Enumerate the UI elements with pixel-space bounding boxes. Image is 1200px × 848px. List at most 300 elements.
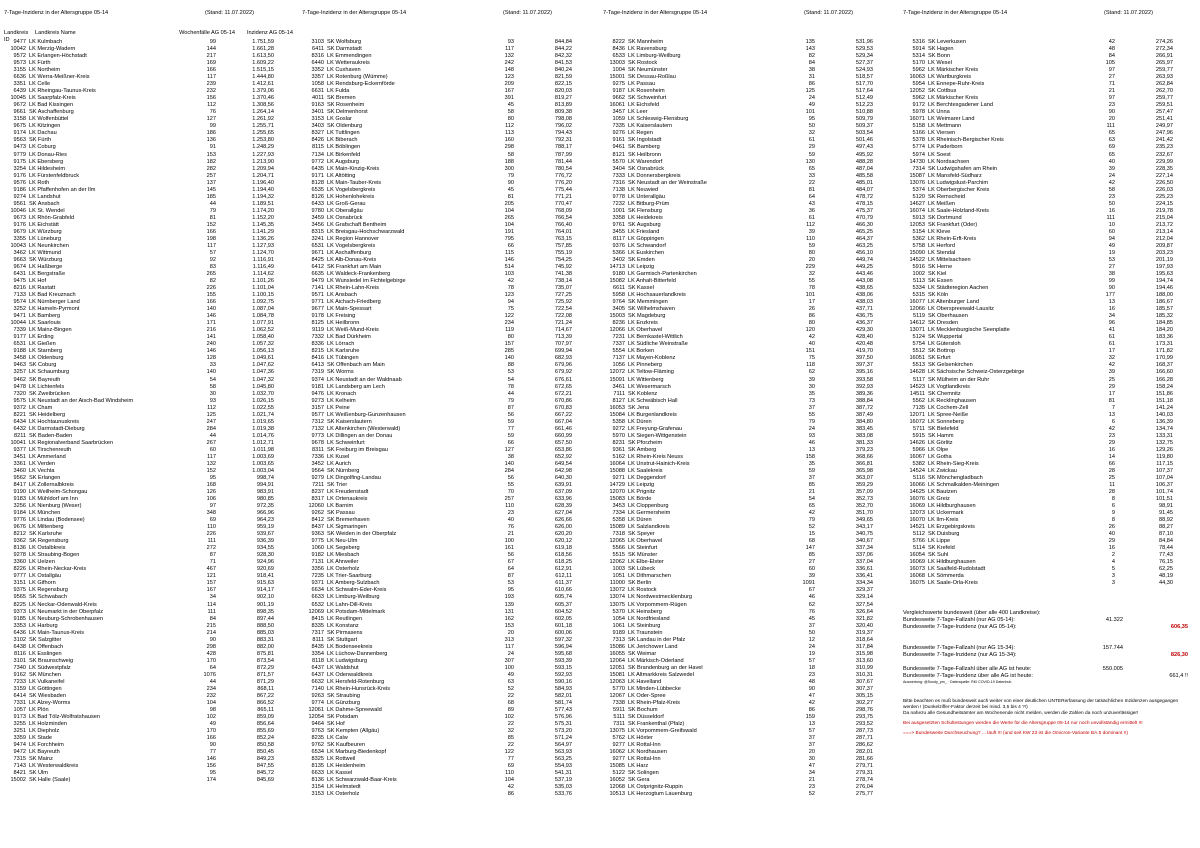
table-cell: SK Oberhausen — [928, 313, 968, 320]
table-cell: 563,25 — [554, 756, 572, 763]
table-cell: 281,66 — [855, 756, 873, 763]
summary-value: 826,30 — [1170, 652, 1188, 658]
table-cell: 9572 — [13, 53, 26, 60]
table-cell: 3462 — [13, 249, 26, 256]
table-cell: LK Ludwigslust-Parchim — [928, 179, 989, 186]
table-cell: LK Dachau — [29, 130, 57, 137]
table-cell: LK Ebersberg — [29, 158, 64, 165]
table-cell: 9182 — [311, 552, 324, 559]
table-cell: 65 — [808, 165, 815, 172]
table-cell: 42 — [1108, 179, 1115, 186]
table-row — [603, 412, 893, 419]
table-cell: 91,45 — [1159, 510, 1173, 517]
table-row — [603, 362, 893, 369]
table-cell: 2 — [1111, 552, 1115, 559]
table-cell: 184,20 — [1155, 327, 1173, 334]
table-cell: LK Germersheim — [628, 510, 671, 517]
table-cell: 3460 — [13, 467, 26, 474]
table-row — [903, 88, 1193, 95]
table-cell: 27 — [1108, 74, 1115, 81]
table-row — [302, 208, 592, 215]
table-cell: 94 — [1108, 235, 1115, 242]
table-cell: 8317 — [311, 496, 324, 503]
table-cell: 722,08 — [554, 313, 572, 320]
table-cell: 120 — [805, 327, 815, 334]
table-cell: 6633 — [311, 594, 324, 601]
table-cell: LK Pfaffenhofen an der Ilm — [29, 186, 96, 193]
table-cell: 13072 — [609, 587, 625, 594]
table-cell: 3153 — [311, 791, 324, 798]
table-cell: 12073 — [909, 510, 925, 517]
table-cell: 15087 — [909, 172, 925, 179]
table-cell: 9471 — [13, 313, 26, 320]
table-cell: 27 — [808, 559, 815, 566]
table-cell: 71 — [209, 559, 216, 566]
table-cell: LK Marburg-Biedenkopf — [327, 749, 387, 756]
table-cell: LK Donnersbergkreis — [628, 172, 681, 179]
table-cell: 21 — [1108, 88, 1115, 95]
table-cell: 809,38 — [554, 109, 572, 116]
table-cell: LK Nordwestmecklenburg — [628, 594, 693, 601]
table-cell: SK Wilhelmshaven — [628, 306, 675, 313]
table-cell: LK Bad Tölz-Wolfratshausen — [29, 714, 100, 720]
table-cell: 153 — [504, 622, 514, 629]
table-cell: LK Rhön-Grabfeld — [29, 214, 75, 221]
table-cell: 7319 — [311, 369, 324, 376]
table-cell: LK Tirschenreuth — [29, 446, 72, 453]
table-cell: 12062 — [609, 559, 625, 566]
table-cell: 79 — [808, 418, 815, 425]
table-cell: 438,65 — [855, 285, 873, 292]
table-cell: 95 — [507, 587, 514, 594]
table-cell: 126 — [206, 489, 216, 495]
table-cell: 95 — [209, 770, 216, 777]
table-row — [302, 461, 592, 468]
table-cell: 133,31 — [1155, 432, 1173, 439]
table-cell: 3352 — [311, 67, 324, 74]
table-cell: 3153 — [311, 116, 324, 123]
table-cell: LK Unna — [928, 109, 950, 116]
table-cell: 17 — [1108, 348, 1115, 355]
table-cell: 7338 — [612, 699, 625, 706]
table-cell: 16067 — [909, 453, 925, 460]
table-cell: 5370 — [612, 608, 625, 615]
table-cell: 215 — [206, 622, 216, 629]
table-cell: LK Neuwied — [628, 186, 659, 193]
table-cell: 24 — [808, 643, 815, 650]
table-cell: 15090 — [909, 249, 925, 256]
table-row — [903, 341, 1193, 348]
table-cell: 25 — [1108, 376, 1115, 383]
table-row — [903, 545, 1193, 552]
table-cell: 844,84 — [554, 39, 572, 45]
summary-label: Bundesweite 7-Tage-Fallzahl (nur AG 05-14): — [903, 617, 1015, 623]
table-cell: 1.022,55 — [252, 404, 274, 411]
table-cell: 3101 — [13, 657, 26, 664]
table-cell: LK Dahme-Spreewald — [327, 706, 382, 713]
table-row — [903, 159, 1193, 166]
table-cell: SK Essen — [928, 278, 953, 285]
table-cell: 160 — [504, 137, 514, 144]
table-row — [903, 320, 1193, 327]
table-cell: 7137 — [612, 355, 625, 362]
table-cell: 60 — [209, 446, 216, 453]
table-cell: LK Aschaffenburg — [327, 249, 372, 256]
table-cell: 821,59 — [554, 74, 572, 81]
table-cell: 495,92 — [855, 151, 873, 158]
table-cell: LK Schleswig-Flensburg — [628, 116, 689, 123]
table-cell: 59 — [507, 418, 514, 425]
table-cell: 8435 — [311, 643, 324, 650]
table-cell: LK Biberach — [327, 137, 358, 144]
table-cell: 679,96 — [554, 362, 572, 369]
table-cell: 849,23 — [256, 756, 274, 763]
table-cell: SK Memmingen — [628, 299, 668, 306]
table-cell: 7111 — [613, 390, 625, 397]
table-cell: 628,39 — [554, 503, 572, 510]
table-cell: 3355 — [13, 235, 26, 242]
table-cell: 847,55 — [256, 763, 274, 770]
table-cell: 8222 — [612, 39, 625, 45]
table-cell: 86 — [808, 313, 815, 320]
table-cell: 9565 — [13, 594, 26, 601]
table-cell: 8325 — [311, 756, 324, 763]
table-cell: 9171 — [311, 172, 324, 179]
table-cell: 3401 — [311, 109, 324, 116]
table-cell: 82 — [808, 53, 815, 60]
table-cell: 337,06 — [855, 552, 873, 559]
table-cell: 735,07 — [554, 285, 572, 292]
table-cell: LK Freyung-Grafenau — [628, 425, 683, 432]
table-cell: 93 — [209, 397, 216, 404]
table-cell: 5358 — [612, 418, 625, 425]
table-cell: 166 — [206, 735, 216, 742]
table-row — [603, 651, 893, 658]
table-row — [903, 398, 1193, 405]
table-cell: 134,74 — [1155, 425, 1173, 432]
table-cell: SK Suhl — [928, 552, 949, 559]
table-cell: 9361 — [612, 446, 625, 453]
table-cell: 239 — [206, 81, 216, 88]
table-row — [302, 623, 592, 630]
table-cell: LK Lüchow-Dannenberg — [327, 650, 388, 657]
table-cell: 53 — [507, 369, 514, 376]
table-cell: 14511 — [909, 390, 925, 397]
table-cell: 7339 — [13, 327, 26, 334]
table-row — [903, 419, 1193, 426]
table-cell: 66 — [1108, 460, 1115, 467]
table-cell: 788,17 — [554, 144, 572, 151]
table-cell: 8335 — [311, 622, 324, 629]
table-cell: 79 — [507, 172, 514, 179]
table-cell: 20 — [808, 256, 815, 263]
table-cell: LK Limburg-Weilburg — [327, 594, 380, 601]
table-cell: 871,29 — [256, 678, 274, 685]
table-cell: 329,14 — [855, 594, 873, 601]
table-cell: 48 — [808, 678, 815, 685]
table-cell: 856,64 — [256, 721, 274, 728]
table-cell: 153 — [206, 151, 216, 158]
table-cell: 478,15 — [855, 200, 873, 207]
table-row — [4, 271, 294, 278]
table-row — [4, 250, 294, 257]
report-date: (Stand: 11.07.2022) — [502, 10, 552, 16]
table-cell: SK Duisburg — [928, 531, 960, 538]
table-row — [302, 609, 592, 616]
table-cell: 7336 — [311, 453, 324, 460]
table-cell: 70 — [507, 489, 514, 495]
table-cell: SK Wiesbaden — [29, 692, 67, 699]
table-cell: 16064 — [609, 460, 625, 467]
warning-text: Bei ausgesetzten Schultestungen werden die Werte für die Altersgruppe 05-14 nur noch unvollständig ermittelt !!! — [903, 721, 1143, 726]
table-row — [903, 405, 1193, 412]
table-cell: SK Neumünster — [628, 67, 668, 74]
table-cell: 7316 — [612, 179, 625, 186]
table-cell: 754,25 — [554, 256, 572, 263]
table-cell: LK Sächsische Schweiz-Osterzgebirge — [928, 369, 1025, 376]
table-cell: 352,70 — [855, 503, 873, 510]
table-cell: 8111 — [312, 636, 324, 643]
table-cell: 1.194,32 — [252, 193, 274, 200]
table-row — [4, 693, 294, 700]
table-cell: SK Amberg — [628, 446, 657, 453]
table-cell: 850,58 — [256, 742, 274, 749]
table-cell: LK Märkisch-Oderland — [628, 657, 684, 664]
table-cell: 475,37 — [855, 207, 873, 214]
table-cell: 15084 — [609, 411, 625, 418]
table-cell: LK Kusel — [327, 453, 350, 460]
table-cell: 8128 — [311, 179, 324, 186]
table-cell: LK Alb-Donau-Kreis — [327, 256, 377, 263]
table-cell: 393,58 — [855, 376, 873, 383]
table-row — [903, 187, 1193, 194]
table-row — [302, 735, 592, 742]
table-cell: LK Rheingau-Taunus-Kreis — [29, 88, 96, 95]
table-cell: 1.141,29 — [252, 228, 274, 235]
table-cell: LK Paderborn — [928, 144, 963, 151]
table-cell: 9277 — [612, 742, 625, 749]
table-cell: 1.253,80 — [252, 137, 274, 144]
table-cell: 3457 — [612, 109, 625, 116]
table-cell: LK Grafschaft Bentheim — [327, 221, 387, 228]
table-cell: 383,08 — [855, 432, 873, 439]
table-cell: LK Rhein-Sieg-Kreis — [928, 460, 979, 467]
table-cell: 219,78 — [1155, 207, 1173, 214]
table-cell: 112 — [806, 221, 815, 228]
table-row — [302, 468, 592, 475]
column-header — [302, 10, 592, 19]
table-cell: 429,30 — [855, 327, 873, 334]
table-cell: LK Celle — [29, 81, 51, 88]
table-cell: SK Passau — [327, 510, 355, 517]
table-cell: LK Main-Kinzig-Kreis — [327, 165, 380, 172]
table-cell: SK Flensburg — [628, 207, 662, 214]
table-row — [603, 763, 893, 770]
table-cell: LK Waldshut — [327, 664, 359, 671]
table-cell: 158,24 — [1155, 383, 1173, 390]
table-row — [302, 285, 592, 292]
table-cell: 139 — [504, 601, 514, 608]
table-cell: LK Heidekreis — [628, 214, 663, 221]
table-cell: LK Vechta — [29, 467, 55, 474]
table-cell: 69 — [1108, 144, 1115, 151]
table-cell: 9263 — [311, 692, 324, 699]
table-cell: SK Heilbronn — [628, 151, 661, 158]
table-cell: 8316 — [311, 53, 324, 60]
table-cell: LK Enzkreis — [628, 320, 658, 327]
table-cell: 902,10 — [256, 594, 274, 601]
table-cell: 6436 — [13, 629, 26, 636]
table-cell: 3405 — [612, 306, 625, 313]
table-cell: 8421 — [13, 770, 26, 777]
table-cell: 9119 — [311, 327, 324, 334]
table-cell: SK Landau in der Pfalz — [628, 636, 686, 643]
summary-value: 157.744 — [1102, 645, 1123, 651]
table-cell: 85 — [507, 735, 514, 742]
table-row — [603, 756, 893, 763]
table-cell: 235,23 — [1155, 144, 1173, 151]
table-cell: 518,57 — [855, 74, 873, 81]
table-cell: 841,53 — [554, 60, 572, 67]
table-row — [4, 130, 294, 137]
table-cell: 3252 — [13, 306, 26, 313]
table-cell: 14628 — [909, 369, 925, 376]
table-cell: LK Fürstenfeldbruck — [29, 172, 80, 179]
table-row — [4, 679, 294, 686]
table-row — [903, 566, 1193, 573]
table-cell: SK Frankfurt am Main — [327, 264, 382, 270]
table-cell: LK Göppingen — [628, 235, 664, 242]
table-cell: 226,03 — [1155, 186, 1173, 193]
table-row — [603, 320, 893, 327]
table-cell: 12060 — [308, 503, 324, 510]
table-cell: 9189 — [612, 629, 625, 636]
table-cell: 168 — [206, 481, 216, 488]
table-row — [603, 580, 893, 587]
table-cell: 203,23 — [1155, 249, 1173, 256]
table-cell: 52 — [808, 791, 815, 798]
table-cell: 8311 — [311, 446, 324, 453]
table-row — [603, 271, 893, 278]
table-cell: 576,96 — [554, 714, 572, 720]
table-row — [603, 39, 893, 46]
table-cell: 6534 — [311, 749, 324, 756]
table-row — [603, 440, 893, 447]
table-cell: 620,20 — [554, 531, 572, 538]
table-cell: 924,96 — [256, 559, 274, 566]
table-cell: 16 — [1108, 306, 1115, 313]
table-row — [302, 88, 592, 95]
table-cell: LK Leipzig — [628, 481, 655, 488]
table-cell: 9272 — [612, 425, 625, 432]
table-cell: SK Speyer — [628, 531, 655, 538]
table-cell: 352,73 — [855, 496, 873, 503]
table-row — [4, 278, 294, 285]
table-cell: 44 — [209, 200, 216, 207]
table-cell: SK Regensburg — [29, 538, 69, 545]
table-cell: 866,52 — [256, 699, 274, 706]
table-cell: 3458 — [13, 355, 26, 362]
table-row — [603, 503, 893, 510]
table-row — [302, 39, 592, 46]
table-cell: 8336 — [311, 341, 324, 348]
table-cell: 5974 — [912, 151, 925, 158]
table-row — [4, 749, 294, 756]
table-cell: 234 — [206, 685, 216, 692]
table-row — [302, 222, 592, 229]
table-row — [302, 46, 592, 53]
table-cell: 16063 — [909, 74, 925, 81]
table-cell: 667,04 — [554, 418, 572, 425]
report-date: (Stand: 11.07.2022) — [1103, 10, 1153, 16]
table-cell: LK München — [29, 510, 61, 517]
table-cell: 47 — [808, 692, 815, 699]
table-cell: 106,37 — [1155, 481, 1173, 488]
table-cell: LK Emmendingen — [327, 53, 372, 60]
table-cell: 3151 — [13, 580, 26, 587]
table-cell: 9188 — [13, 348, 26, 355]
table-cell: LK Osterholz — [327, 566, 360, 573]
table-cell: 449,74 — [855, 256, 873, 263]
table-cell: LK Stade — [29, 735, 53, 742]
table-row — [302, 686, 592, 693]
table-cell: SK Frankfurt (Oder) — [928, 221, 978, 228]
table-cell: 3452 — [311, 460, 324, 467]
table-row — [302, 327, 592, 334]
table-cell: 107,37 — [1155, 467, 1173, 474]
table-row — [302, 440, 592, 447]
table-cell: LK Plön — [29, 706, 49, 713]
table-cell: 257 — [206, 172, 216, 179]
table-cell: 419,70 — [855, 348, 873, 355]
table-cell: 14523 — [909, 383, 925, 390]
table-cell: 1.213,90 — [252, 158, 274, 165]
table-cell: 24 — [507, 650, 514, 657]
table-cell: LK Oldenburg — [29, 355, 64, 362]
table-cell: 601,18 — [554, 622, 572, 629]
table-cell: LK Main-Tauber-Kreis — [327, 179, 382, 186]
table-cell: LK Saale-Holzland-Kreis — [928, 207, 989, 214]
table-row — [903, 510, 1193, 517]
table-cell: LK Höxter — [628, 735, 653, 742]
table-cell: 6431 — [13, 271, 26, 278]
table-cell: 901,19 — [256, 601, 274, 608]
table-cell: 1.444,80 — [252, 74, 274, 81]
table-cell: LK Salzlandkreis — [628, 524, 670, 531]
table-row — [4, 201, 294, 208]
table-cell: 5513 — [912, 362, 925, 369]
table-cell: 581,74 — [554, 699, 572, 706]
table-row — [603, 742, 893, 749]
table-cell: 7313 — [612, 636, 625, 643]
table-cell: 7132 — [311, 425, 324, 432]
table-cell: 54 — [808, 496, 815, 503]
table-cell: 9184 — [13, 510, 26, 517]
table-cell: 449,25 — [855, 264, 873, 270]
table-cell: LK Nordfriesland — [628, 615, 670, 622]
table-cell: SK Dessau-Roßlau — [628, 74, 676, 81]
table-cell: 9178 — [311, 313, 324, 320]
table-cell: 16 — [1108, 207, 1115, 214]
table-row — [4, 552, 294, 559]
table-cell: SK Osnabrück — [628, 165, 665, 172]
table-cell: SK Bonn — [928, 53, 951, 60]
table-cell: 31 — [808, 74, 815, 81]
table-header-cell: Inzidenz AG 05-14 — [246, 30, 293, 36]
table-row — [4, 243, 294, 250]
table-cell: 626,00 — [554, 524, 572, 531]
table-cell: SK Lübeck — [628, 566, 656, 573]
